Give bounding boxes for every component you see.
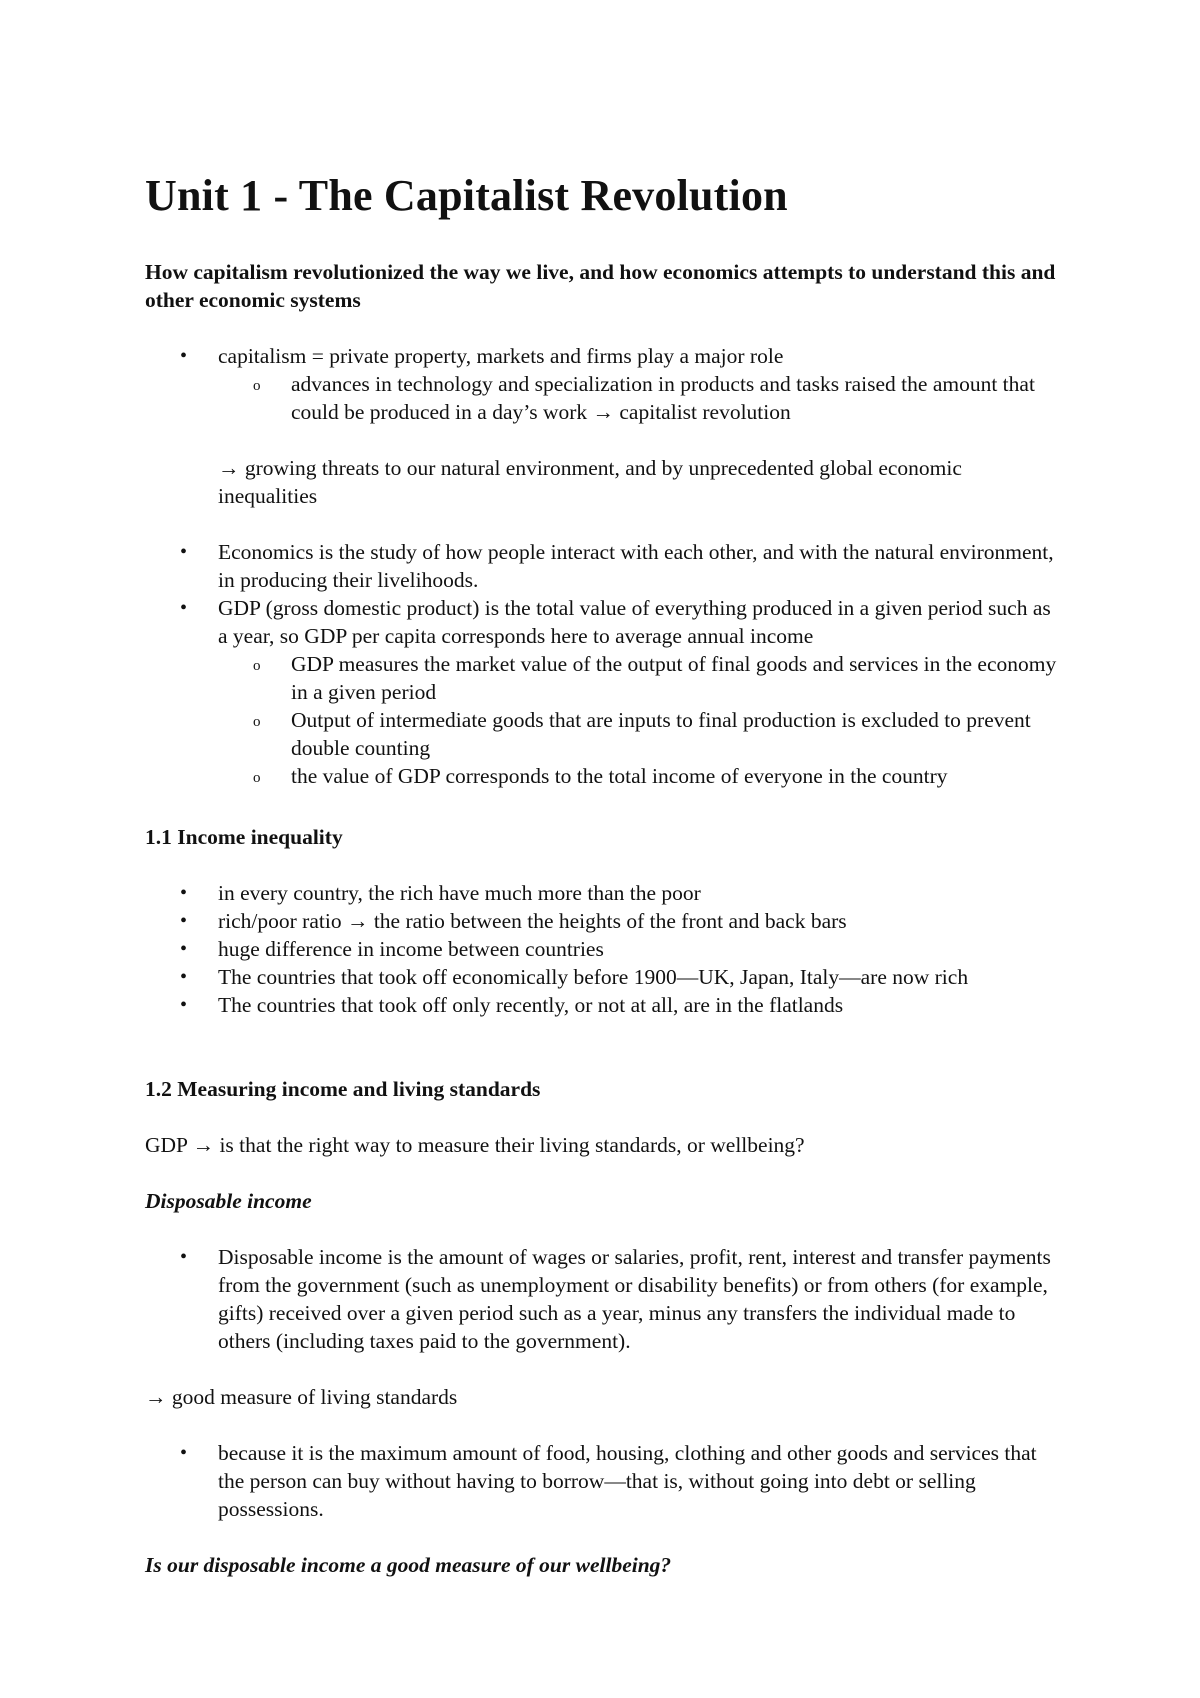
intro-bullets — [145, 342, 1065, 790]
list-item: • capitalism = private property, markets and firms play a major role — [145, 342, 1065, 370]
disposable-income-list — [145, 1243, 1065, 1355]
list-item: • Economics is the study of how people interact with each other, and with the natural environment, in producing their livelihoods. — [145, 538, 1065, 594]
list-item: • The countries that took off only recently, or not at all, are in the flatlands — [145, 991, 1065, 1019]
page-subtitle: How capitalism revolutionized the way we live, and how economics attempts to understand this and other economic systems — [145, 260, 1056, 312]
list-item: o advances in technology and specialization in products and tasks raised the amount that could be produced in a day’s work → capitalist revolution — [145, 370, 1065, 426]
section-heading-1-2: 1.2 Measuring income and living standards — [145, 1077, 541, 1101]
because-list — [145, 1439, 1065, 1523]
list-item: • Disposable income is the amount of wages or salaries, profit, rent, interest and transfer payments from the government (such as unemployment or disability benefits) or from others (for example, gifts) received over a given period such as a year, minus any transfers the individual made to others (including taxes paid to the government). — [145, 1243, 1065, 1355]
page-title: Unit 1 - The Capitalist Revolution — [145, 171, 788, 220]
list-item: • in every country, the rich have much more than the poor — [145, 879, 1065, 907]
list-item: • huge difference in income between countries — [145, 935, 1065, 963]
list-item: • because it is the maximum amount of food, housing, clothing and other goods and services that the person can buy without having to borrow—that is, without going into debt or selling possessions. — [145, 1439, 1065, 1523]
list-item: o Output of intermediate goods that are inputs to final production is excluded to prevent double counting — [145, 706, 1065, 762]
good-measure-note: → good measure of living standards — [145, 1385, 458, 1409]
list-item: o the value of GDP corresponds to the total income of everyone in the country — [145, 762, 1065, 790]
section-heading-1-1: 1.1 Income inequality — [145, 825, 343, 849]
list-item: • rich/poor ratio → the ratio between the heights of the front and back bars — [145, 907, 1065, 935]
disposable-income-heading: Disposable income — [145, 1189, 312, 1213]
income-inequality-list — [145, 879, 1065, 1019]
list-item: • GDP (gross domestic product) is the total value of everything produced in a given period such as a year, so GDP per capita corresponds here to average annual income — [145, 594, 1065, 650]
list-item: o GDP measures the market value of the output of final goods and services in the economy in a given period — [145, 650, 1065, 706]
list-item: • The countries that took off economically before 1900—UK, Japan, Italy—are now rich — [145, 963, 1065, 991]
arrow-note: → growing threats to our natural environment, and by unprecedented global economic inequalities — [218, 456, 962, 508]
gdp-question-line: GDP → is that the right way to measure their living standards, or wellbeing? — [145, 1133, 805, 1157]
wellbeing-question-heading: Is our disposable income a good measure of our wellbeing? — [145, 1553, 672, 1577]
